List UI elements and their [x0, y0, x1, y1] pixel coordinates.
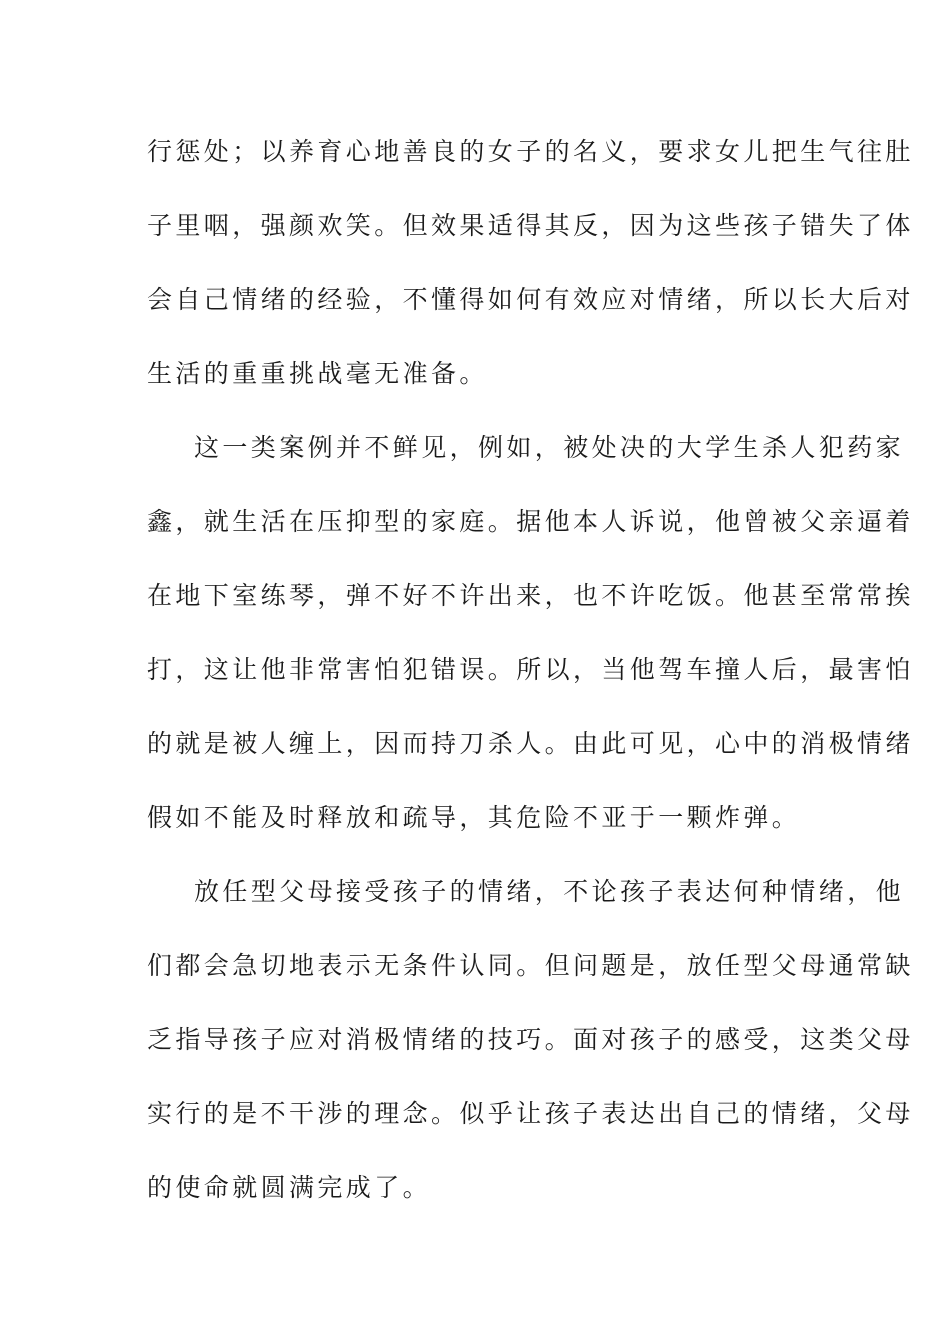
text-line: 这一类案例并不鲜见，例如，被处决的大学生杀人犯药家 [194, 433, 905, 462]
text-line: 生活的重重挑战毫无准备。 [147, 359, 488, 388]
text-line: 鑫，就生活在压抑型的家庭。据他本人诉说，他曾被父亲逼着 [147, 507, 914, 536]
paragraph-3 [147, 864, 914, 1234]
text-line: 乏指导孩子应对消极情绪的技巧。面对孩子的感受，这类父母 [147, 1025, 914, 1054]
text-line: 假如不能及时释放和疏导，其危险不亚于一颗炸弹。 [147, 803, 801, 832]
text-line: 打，这让他非常害怕犯错误。所以，当他驾车撞人后，最害怕 [147, 655, 914, 684]
text-line: 会自己情绪的经验，不懂得如何有效应对情绪，所以长大后对 [147, 285, 914, 314]
paragraph-1 [147, 124, 914, 420]
text-line: 放任型父母接受孩子的情绪，不论孩子表达何种情绪，他 [194, 877, 905, 906]
text-line: 的使命就圆满完成了。 [147, 1173, 432, 1202]
paragraph-2 [147, 420, 914, 864]
text-line: 的就是被人缠上，因而持刀杀人。由此可见，心中的消极情绪 [147, 729, 914, 758]
text-line: 在地下室练琴，弹不好不许出来，也不许吃饭。他甚至常常挨 [147, 581, 914, 610]
text-line: 行惩处；以养育心地善良的女子的名义，要求女儿把生气往肚 [147, 137, 914, 166]
text-line: 们都会急切地表示无条件认同。但问题是，放任型父母通常缺 [147, 951, 914, 980]
text-line: 实行的是不干涉的理念。似乎让孩子表达出自己的情绪，父母 [147, 1099, 914, 1128]
body-text [147, 124, 914, 1234]
text-line: 子里咽，强颜欢笑。但效果适得其反，因为这些孩子错失了体 [147, 211, 914, 240]
